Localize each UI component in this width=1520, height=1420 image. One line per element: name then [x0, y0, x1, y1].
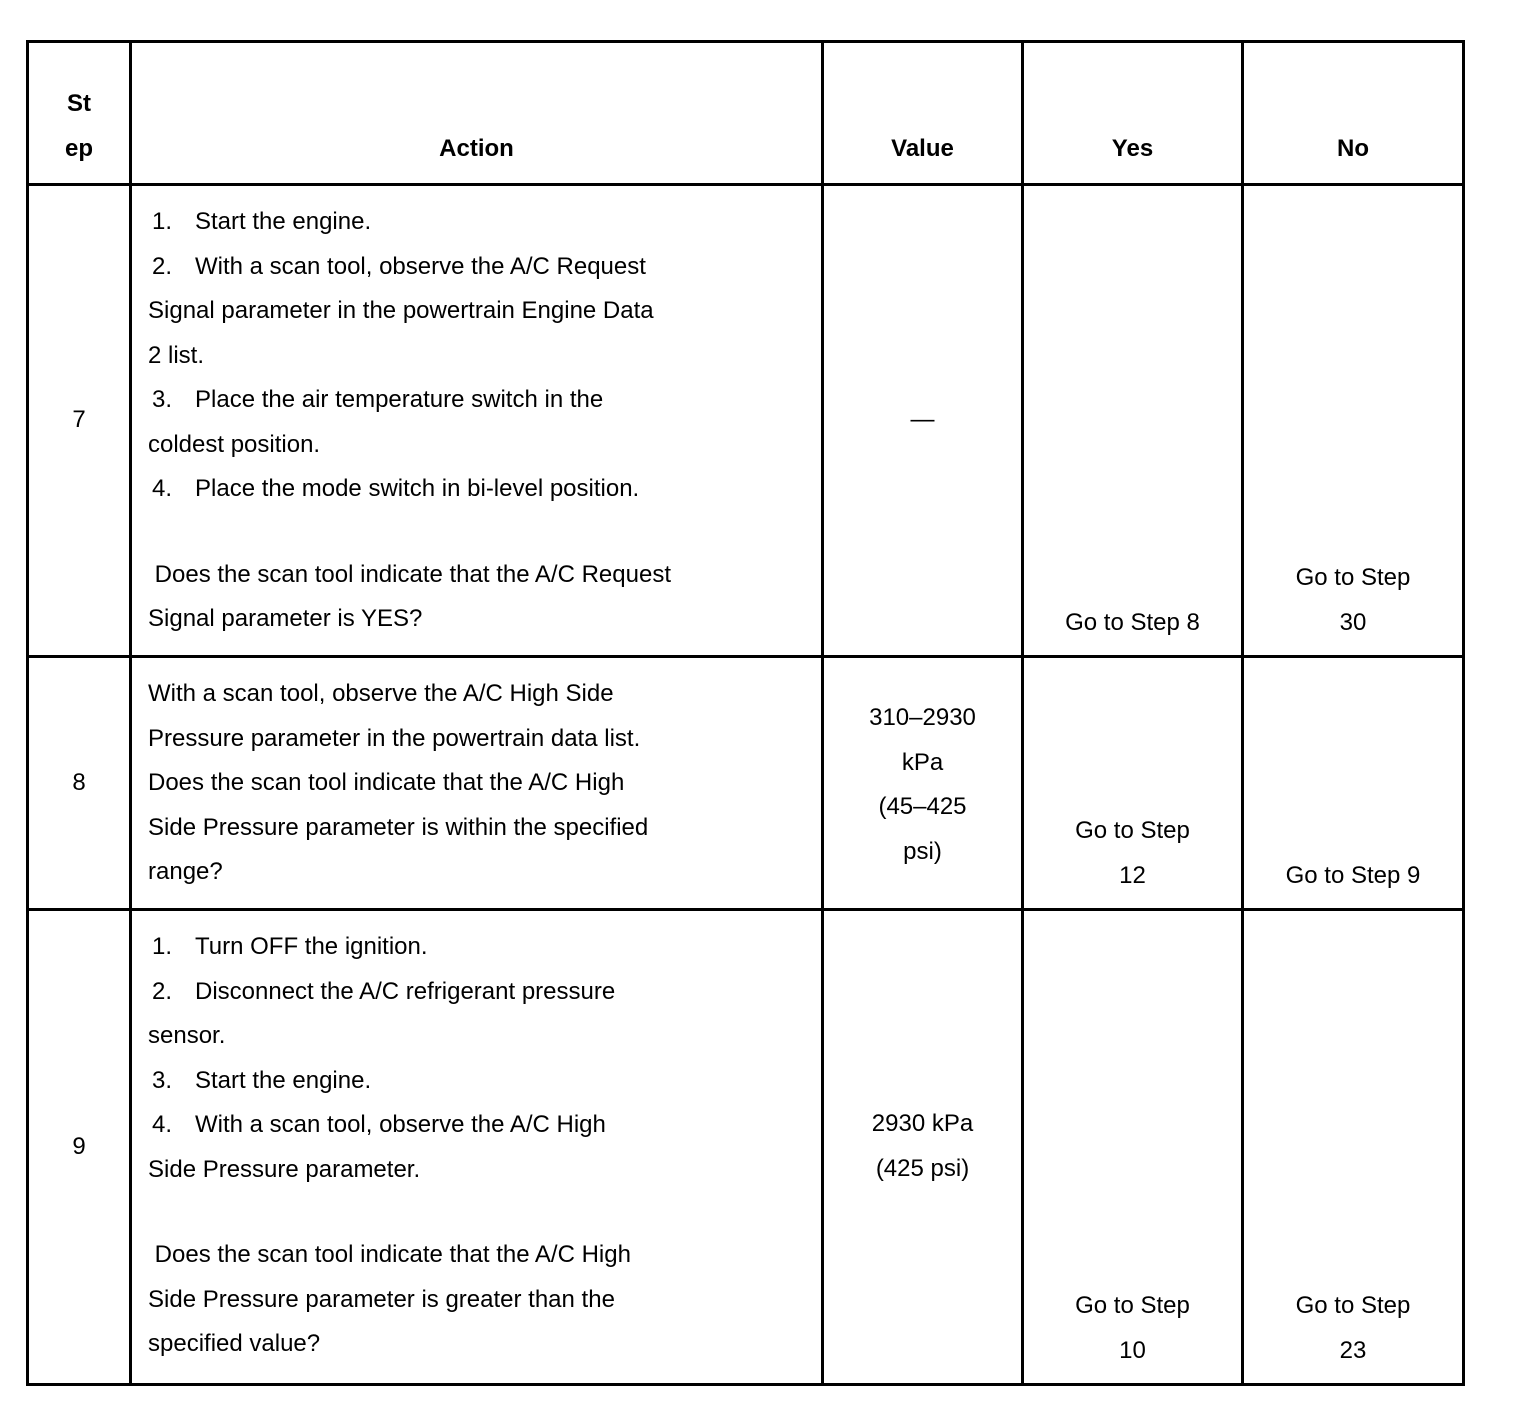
action-cell: 1. Turn OFF the ignition. 2. Disconnect the A/C refrigerant pressure sensor. 3. Start the engine. 4. With a scan tool, observe the A/C High Side Pressure parameter. Does the scan tool indicate that the A/C High Side Pressure parameter is greater than the specified value?: [131, 910, 823, 1385]
header-step-line1: St: [67, 90, 91, 117]
diagnostic-table-container: [26, 40, 1462, 1383]
header-step: [28, 42, 131, 185]
action-item: 1. Turn OFF the ignition.: [152, 933, 428, 960]
diagnostic-table: [26, 40, 1465, 1386]
no-cell: Go to Step 23: [1243, 910, 1464, 1385]
action-item: 3. Start the engine.: [152, 1066, 372, 1094]
action-item: 2. Disconnect the A/C refrigerant pressure: [152, 977, 616, 1005]
yes-cell: Go to Step 12: [1023, 657, 1243, 910]
step-number: 7: [28, 185, 131, 657]
step-number: 8: [28, 657, 131, 910]
yes-cell: Go to Step 8: [1023, 185, 1243, 657]
action-cell: With a scan tool, observe the A/C High Side Pressure parameter in the powertrain data list. Does the scan tool indicate that the A/C High Side Pressure parameter is within the specified range?: [131, 657, 823, 910]
value-cell: 310–2930 kPa (45–425 psi): [823, 657, 1023, 910]
action-question: Does the scan tool indicate that the A/C Request: [148, 560, 671, 588]
action-item: 4. With a scan tool, observe the A/C High: [152, 1111, 606, 1138]
table-header-row: [28, 42, 1464, 185]
table-row: [28, 185, 1464, 657]
no-cell: Go to Step 9: [1243, 657, 1464, 910]
value-cell: —: [823, 185, 1023, 657]
no-cell: Go to Step 30: [1243, 185, 1464, 657]
yes-cell: Go to Step 10: [1023, 910, 1243, 1385]
header-action: Action: [131, 42, 823, 185]
action-question: Does the scan tool indicate that the A/C High: [148, 1241, 631, 1268]
step-number: 9: [28, 910, 131, 1385]
action-item: 2. With a scan tool, observe the A/C Request: [152, 252, 646, 280]
action-item: 3. Place the air temperature switch in the: [152, 386, 604, 413]
action-item: 4. Place the mode switch in bi-level position.: [152, 475, 640, 502]
action-item: 1. Start the engine.: [152, 208, 372, 235]
header-value: Value: [823, 42, 1023, 185]
header-no: No: [1243, 42, 1464, 185]
header-step-line2: ep: [64, 134, 93, 162]
table-row: [28, 657, 1464, 910]
table-row: [28, 910, 1464, 1385]
action-cell: 1. Start the engine. 2. With a scan tool, observe the A/C Request Signal parameter in the powertrain Engine Data 2 list. 3. Place the air temperature switch in the coldest position. 4. Place the mode switch in bi-level position. Does the scan tool indicate that the A/C Request Signal parameter is YES?: [131, 185, 823, 657]
value-cell: 2930 kPa (425 psi): [823, 910, 1023, 1385]
header-yes: Yes: [1023, 42, 1243, 185]
